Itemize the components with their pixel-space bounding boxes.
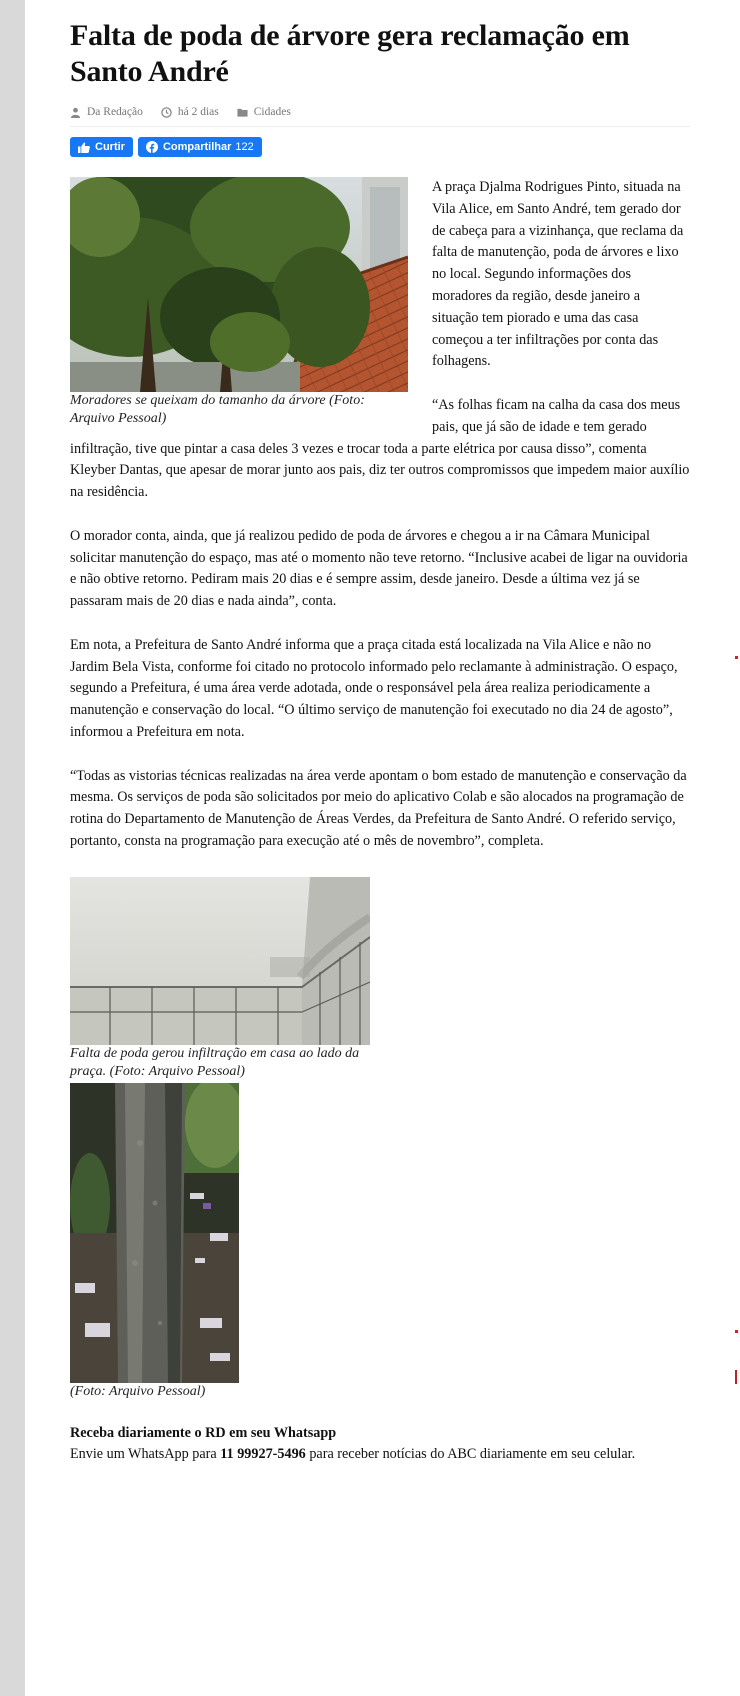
meta-author-text: Da Redação <box>87 106 143 118</box>
whatsapp-box <box>70 1423 690 1467</box>
like-button[interactable] <box>70 137 133 157</box>
red-mark <box>735 1330 738 1333</box>
share-count: 122 <box>235 141 254 153</box>
paragraph-5: “Todas as vistorias técnicas realizadas na área verde apontam o bom estado de manutenção e conservação da mesma. Os serviços de poda são solicitados por meio do aplicativo Colab e são alocados na programação de rotina do Departamento de Manutenção de Áreas Verdes, da Prefeitura de Santo André. O referido serviço, portanto, consta na programação para execução até o mês de novembro”, completa. <box>70 767 687 849</box>
whatsapp-text <box>70 1444 690 1466</box>
figure-trunk-caption: (Foto: Arquivo Pessoal) <box>70 1383 206 1399</box>
article <box>70 18 690 1466</box>
figure-wall <box>70 877 690 1081</box>
left-page-rail <box>0 0 25 1696</box>
whatsapp-suffix: para receber notícias do ABC diariamente em seu celular. <box>305 1446 636 1463</box>
like-label: Curtir <box>95 141 125 153</box>
folder-icon <box>237 107 248 118</box>
thumbs-up-icon <box>78 142 90 153</box>
whatsapp-prefix: Envie um WhatsApp para <box>70 1446 221 1463</box>
facebook-icon <box>146 141 158 153</box>
whatsapp-title: Receba diariamente o RD em seu Whatsapp <box>70 1424 337 1441</box>
paragraph-3: O morador conta, ainda, que já realizou pedido de poda de árvores e chegou a ir na Câmara Municipal solicitar manutenção do espaço, mas até o momento não teve retorno. “Inclusive acabei de ligar na ouvidoria e não obtive retorno. Pediram mais 20 dias e é sempre assim, desde janeiro. Desde a última vez já se passaram mais de 20 dias e nada ainda”, conta. <box>70 527 688 610</box>
article-body <box>70 177 690 1466</box>
social-buttons <box>70 137 690 157</box>
figure-wall-caption: Falta de poda gerou infiltração em casa ao lado da praça. (Foto: Arquivo Pessoal) <box>70 1045 360 1079</box>
article-meta <box>70 106 690 127</box>
tree-photo[interactable] <box>70 177 408 392</box>
trunk-photo[interactable] <box>70 1083 239 1383</box>
meta-time-text: há 2 dias <box>177 106 219 118</box>
meta-category-text: Cidades <box>253 106 291 118</box>
meta-time <box>161 106 219 118</box>
share-label: Compartilhar <box>162 141 232 153</box>
paragraph-4: Em nota, a Prefeitura de Santo André informa que a praça citada está localizada na Vila Alice e não no Jardim Bela Vista, conforme foi citado no protocolo informado pelo reclamante à administração. O espaço, segundo a Prefeitura, é uma área verde adotada, onde o responsável pela área realiza periodicamente a manutenção e conservação do local. “O último serviço de manutenção foi executado no dia 24 de agosto”, informou a Prefeitura em nota. <box>70 636 678 740</box>
meta-author[interactable] <box>70 106 143 118</box>
clock-icon <box>161 107 172 118</box>
figure-tree <box>70 177 408 428</box>
share-button[interactable] <box>138 137 262 157</box>
whatsapp-number[interactable]: 11 99927-5496 <box>220 1446 306 1463</box>
user-icon <box>70 107 81 118</box>
red-mark <box>735 656 738 659</box>
red-mark <box>735 1370 737 1384</box>
paragraph-2: “As folhas ficam na calha da casa dos meus pais, que já são de idade e tem gerado infiltração, tive que pintar a casa deles 3 vezes e trocar toda a parte elétrica por causa disso”, comenta Kleyber Dantas, que apesar de morar junto aos pais, diz ter outros compromissos que impedem maior auxílio na residência. <box>70 396 690 501</box>
figure-tree-caption: Moradores se queixam do tamanho da árvore (Foto: Arquivo Pessoal) <box>70 393 365 426</box>
wall-photo[interactable] <box>70 877 370 1045</box>
meta-category[interactable] <box>237 106 291 118</box>
article-title: Falta de poda de árvore gera reclamação em Santo André <box>70 19 630 88</box>
figure-trunk <box>70 1083 690 1401</box>
paragraph-1: A praça Djalma Rodrigues Pinto, situada na Vila Alice, em Santo André, tem gerado dor de cabeça para a vizinhança, que reclama da falta de manutenção, poda de árvores e lixo no local. Segundo informações dos moradores da região, desde janeiro a situação tem piorado e uma das casa começou a ter infiltrações por conta das folhagens. <box>432 179 684 370</box>
